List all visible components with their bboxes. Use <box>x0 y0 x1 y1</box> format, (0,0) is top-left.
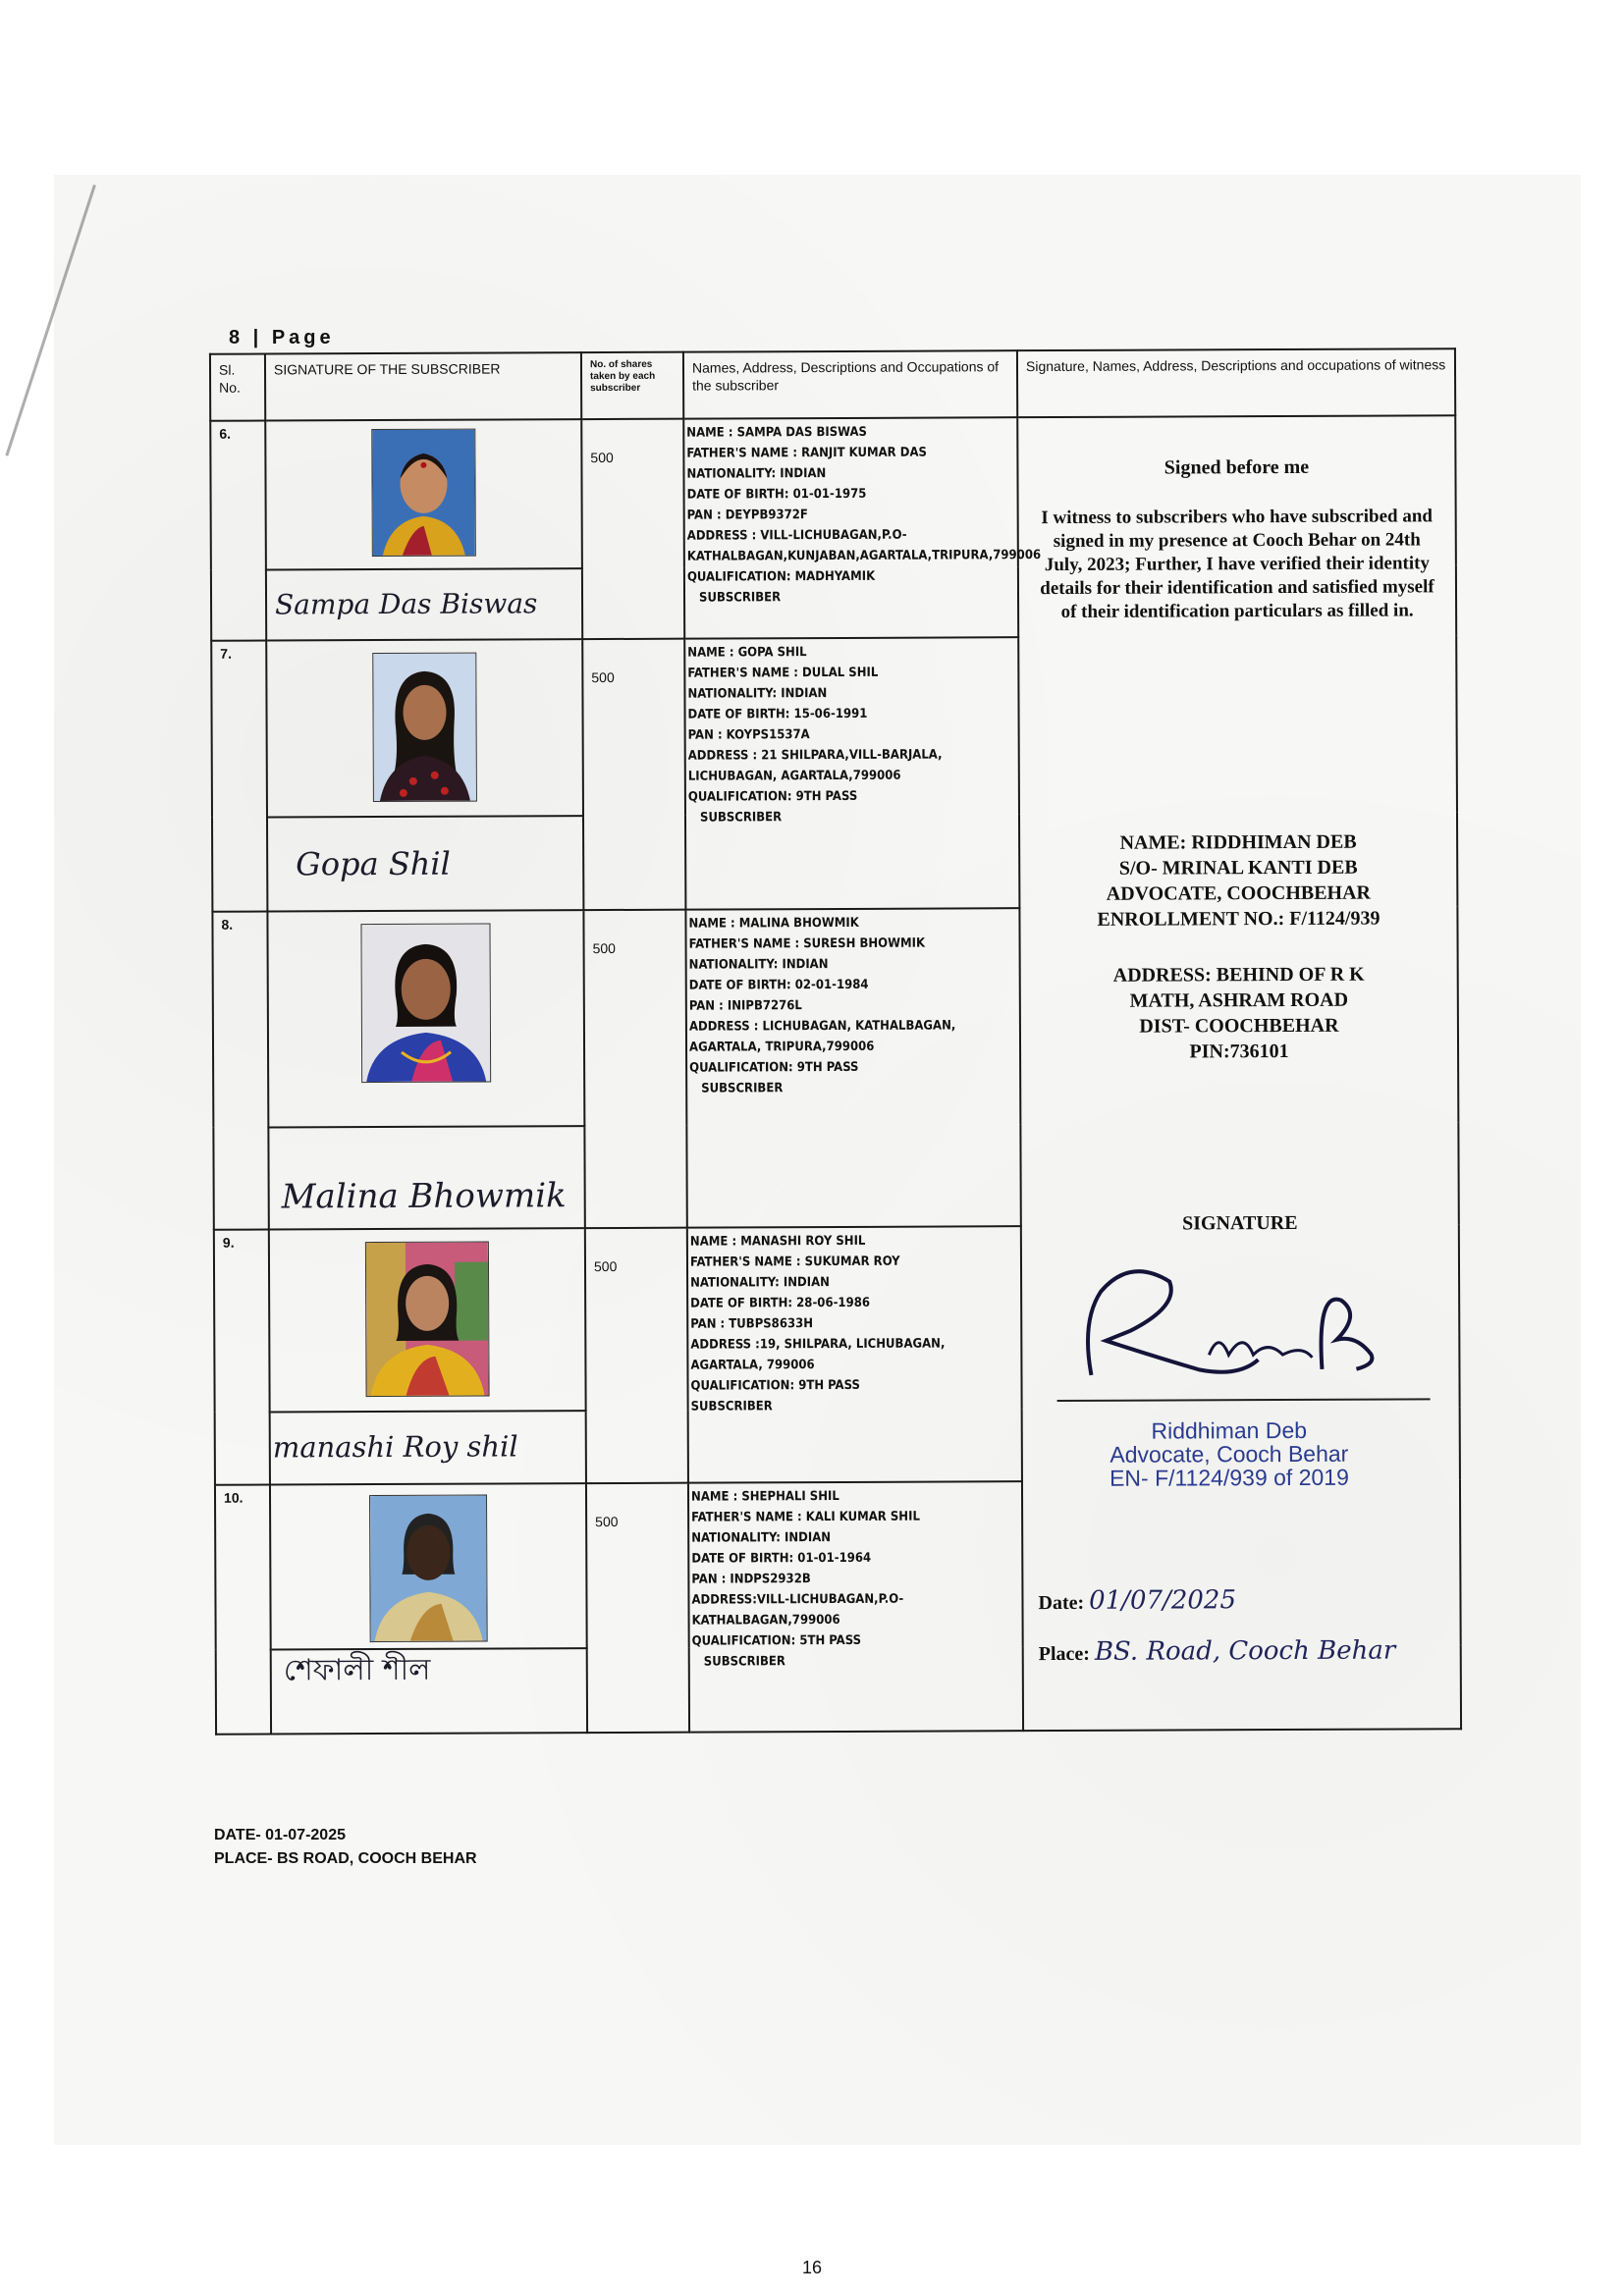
detail-dob: DATE OF BIRTH: 15-06-1991 <box>687 706 868 722</box>
place-label: Place: <box>1038 1642 1090 1666</box>
date-value: 01/07/2025 <box>1089 1585 1237 1616</box>
col-signature: SIGNATURE OF THE SUBSCRIBER <box>265 352 581 420</box>
witness-address-line: ADDRESS: BEHIND OF R K <box>1112 963 1365 987</box>
witness-address-block <box>1041 961 1437 1065</box>
shares-value: 500 <box>583 910 686 1228</box>
signature-cell <box>268 1126 584 1229</box>
detail-name: NAME : GOPA SHIL <box>687 645 807 661</box>
witness-place-row <box>1039 1626 1460 1679</box>
subscriber-signature: manashi Roy shil <box>272 1429 518 1465</box>
witness-cell <box>1017 415 1461 1731</box>
page-header: 8 | Page <box>229 327 335 348</box>
witness-signature <box>1061 1261 1386 1390</box>
table-header-row <box>210 348 1455 421</box>
detail-nationality: NATIONALITY: INDIAN <box>686 466 827 482</box>
detail-role: SUBSCRIBER <box>699 810 783 826</box>
witness-name: NAME: RIDDHIMAN DEB <box>1119 830 1357 854</box>
witness-address-line: DIST- COOCHBEHAR <box>1139 1014 1339 1038</box>
witness-date-row <box>1038 1575 1459 1628</box>
detail-qualification: QUALIFICATION: 9TH PASS <box>689 1059 859 1076</box>
subscriber-signature: শেফালী শীল <box>283 1652 431 1688</box>
detail-father: FATHER'S NAME : SUKUMAR ROY <box>689 1254 900 1270</box>
witness-enrollment: ENROLLMENT NO.: F/1124/939 <box>1097 907 1380 931</box>
detail-address: ADDRESS:VILL-LICHUBAGAN,P.O-KATHALBAGAN,799006 <box>691 1591 904 1629</box>
subscriber-table <box>209 347 1462 1735</box>
advocate-stamp <box>1082 1418 1377 1490</box>
footer-date: DATE- 01-07-2025 <box>214 1827 346 1843</box>
detail-nationality: NATIONALITY: INDIAN <box>691 1530 832 1546</box>
subscriber-photo <box>360 924 491 1084</box>
shares-value: 500 <box>585 1228 688 1483</box>
sl-number: 9. <box>214 1230 270 1485</box>
detail-role: SUBSCRIBER <box>698 590 782 606</box>
detail-pan: PAN : TUBPS8633H <box>690 1316 814 1332</box>
detail-father: FATHER'S NAME : SURESH BHOWMIK <box>688 935 926 952</box>
scan-artifact-line <box>5 185 95 456</box>
shares-value: 500 <box>586 1483 689 1733</box>
subscriber-photo <box>372 653 477 802</box>
witness-address-line: MATH, ASHRAM ROAD <box>1129 988 1349 1012</box>
sl-number: 10. <box>215 1485 271 1735</box>
subscriber-signature: Gopa Shil <box>296 844 451 883</box>
detail-father: FATHER'S NAME : RANJIT KUMAR DAS <box>686 445 927 461</box>
col-sl: Sl. No. <box>210 354 265 421</box>
detail-role: SUBSCRIBER <box>703 1654 785 1670</box>
signature-cell <box>271 1648 587 1734</box>
subscriber-signature: Malina Bhowmik <box>281 1176 567 1217</box>
detail-qualification: QUALIFICATION: 9TH PASS <box>690 1377 860 1394</box>
detail-role: SUBSCRIBER <box>690 1399 773 1415</box>
photo-cell <box>265 419 582 569</box>
detail-father: FATHER'S NAME : KALI KUMAR SHIL <box>691 1509 920 1525</box>
subscriber-details <box>687 1226 1022 1482</box>
detail-name: NAME : MALINA BHOWMIK <box>688 915 859 932</box>
subscriber-details <box>688 1481 1023 1732</box>
detail-address: ADDRESS :19, SHILPARA, LICHUBAGAN, AGARTALA, 799006 <box>690 1336 946 1373</box>
detail-pan: PAN : KOYPS1537A <box>687 727 810 743</box>
subscriber-signature: Sampa Das Biswas <box>274 587 538 621</box>
subscriber-photo <box>365 1242 490 1398</box>
sl-number: 6. <box>210 421 266 641</box>
sl-number: 7. <box>211 641 267 912</box>
shares-value: 500 <box>582 639 685 910</box>
subscriber-details <box>685 908 1020 1227</box>
detail-dob: DATE OF BIRTH: 01-01-1964 <box>691 1550 872 1567</box>
detail-nationality: NATIONALITY: INDIAN <box>688 957 829 973</box>
col-names: Names, Address, Descriptions and Occupations of the subscriber <box>683 350 1017 418</box>
signature-cell <box>267 816 583 911</box>
place-value: BS. Road, Cooch Behar <box>1094 1635 1396 1667</box>
stamp-name: Riddhiman Deb <box>1151 1416 1308 1444</box>
detail-father: FATHER'S NAME : DULAL SHIL <box>687 665 879 681</box>
subscriber-photo <box>371 429 476 557</box>
detail-pan: PAN : INDPS2932B <box>691 1572 811 1587</box>
detail-nationality: NATIONALITY: INDIAN <box>687 686 828 702</box>
detail-dob: DATE OF BIRTH: 28-06-1986 <box>690 1295 871 1311</box>
footer-place: PLACE- BS ROAD, COOCH BEHAR <box>214 1850 477 1867</box>
detail-qualification: QUALIFICATION: 9TH PASS <box>687 788 858 805</box>
detail-address: ADDRESS : VILL-LICHUBAGAN,P.O-KATHALBAGAN,KUNJABAN,AGARTALA,TRIPURA,799006 <box>686 527 1042 564</box>
col-witness: Signature, Names, Address, Descriptions and occupations of witness <box>1017 348 1455 417</box>
col-shares: No. of shares taken by each subscriber <box>581 352 683 419</box>
table-row <box>210 415 1456 570</box>
photo-cell <box>267 910 584 1127</box>
photo-cell <box>266 639 583 817</box>
photo-cell <box>269 1228 586 1412</box>
footer-block <box>214 1824 477 1871</box>
subscriber-photo <box>369 1495 488 1643</box>
witness-name-block <box>1040 828 1436 933</box>
stamp-enrollment: EN- F/1124/939 of 2019 <box>1109 1464 1349 1491</box>
witness-address-line: PIN:736101 <box>1189 1040 1289 1063</box>
detail-nationality: NATIONALITY: INDIAN <box>690 1275 830 1291</box>
signature-line <box>1057 1398 1431 1402</box>
witness-paragraph: I witness to subscribers who have subscribed and signed in my presence at Cooch Behar on 24th July, 2023; Further, I have verified their identity details for their identification and satisfied myself of their identification particulars as filled in. <box>1040 506 1435 622</box>
subscriber-details <box>684 637 1019 909</box>
witness-title: Signed before me <box>1164 455 1310 479</box>
witness-signature-label: SIGNATURE <box>1182 1211 1298 1235</box>
detail-pan: PAN : DEYPB9372F <box>686 507 808 523</box>
page-number: 16 <box>801 2258 823 2277</box>
date-label: Date: <box>1038 1591 1085 1615</box>
witness-date-place <box>1038 1575 1459 1679</box>
signature-cell <box>270 1411 586 1484</box>
photo-cell <box>270 1483 587 1649</box>
detail-qualification: QUALIFICATION: 5TH PASS <box>691 1632 862 1649</box>
detail-dob: DATE OF BIRTH: 01-01-1975 <box>686 486 867 503</box>
detail-name: NAME : SAMPA DAS BISWAS <box>686 424 867 441</box>
detail-role: SUBSCRIBER <box>701 1081 784 1096</box>
stamp-title: Advocate, Cooch Behar <box>1110 1440 1349 1468</box>
detail-dob: DATE OF BIRTH: 02-01-1984 <box>688 977 869 993</box>
detail-pan: PAN : INIPB7276L <box>688 998 802 1014</box>
detail-name: NAME : SHEPHALI SHIL <box>690 1488 839 1505</box>
subscriber-details <box>683 417 1042 638</box>
detail-address: ADDRESS : LICHUBAGAN, KATHALBAGAN, AGARTALA, TRIPURA,799006 <box>688 1018 956 1055</box>
shares-value: 500 <box>581 419 684 639</box>
witness-father: S/O- MRINAL KANTI DEB <box>1118 856 1358 880</box>
detail-qualification: QUALIFICATION: MADHYAMIK <box>686 568 876 585</box>
detail-address: ADDRESS : 21 SHILPARA,VILL-BARJALA, LICHUBAGAN, AGARTALA,799006 <box>687 747 943 784</box>
signature-cell <box>266 568 582 640</box>
detail-name: NAME : MANASHI ROY SHIL <box>689 1233 866 1250</box>
witness-occupation: ADVOCATE, COOCHBEHAR <box>1106 881 1372 905</box>
sl-number: 8. <box>212 912 268 1230</box>
